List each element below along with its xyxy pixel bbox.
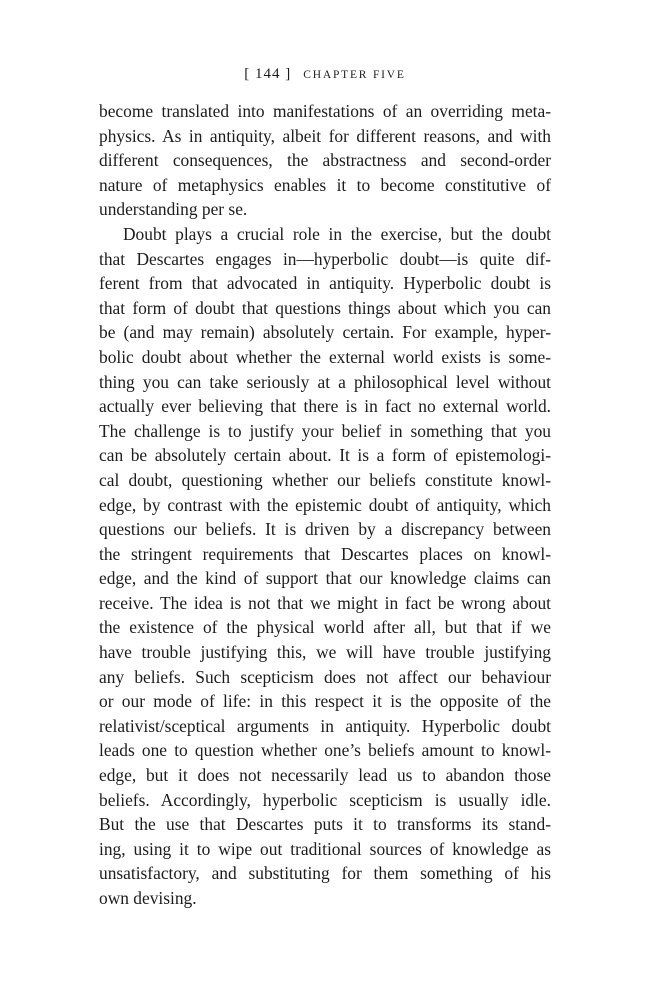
text-line: The challenge is to justify your belief in something that you <box>99 420 551 441</box>
text-line: beliefs. Accordingly, hyperbolic scepticism is usually idle. <box>99 789 551 810</box>
text-line: different consequences, the abstractness and second-order <box>99 150 551 171</box>
text-line: become translated into manifestations of an overriding meta- <box>99 101 551 121</box>
chapter-title: CHAPTER FIVE <box>303 69 406 81</box>
text-line: leads one to question whether one’s beliefs amount to knowl- <box>99 740 551 761</box>
text-line: or our mode of life: in this respect it is the opposite of the <box>99 691 551 712</box>
text-line: that form of doubt that questions things about which you can <box>99 297 551 318</box>
text-line: the stringent requirements that Descartes places on knowl- <box>99 543 551 564</box>
text-line: Doubt plays a crucial role in the exercise, but the doubt <box>123 223 551 244</box>
text-line: thing you can take seriously at a philosophical level without <box>99 371 551 392</box>
text-line: have trouble justifying this, we will have trouble justifying <box>99 642 551 663</box>
text-line: edge, by contrast with the epistemic doubt of antiquity, which <box>99 494 551 515</box>
paragraph <box>99 99 551 222</box>
text-line: ferent from that advocated in antiquity. Hyperbolic doubt is <box>99 273 551 294</box>
text-line: questions our beliefs. It is driven by a discrepancy between <box>99 519 551 540</box>
text-line: own devising. <box>99 888 197 908</box>
paragraph <box>99 222 551 911</box>
text-line: cal doubt, questioning whether our beliefs constitute knowl- <box>99 469 551 490</box>
text-line: relativist/sceptical arguments in antiquity. Hyperbolic doubt <box>99 715 551 736</box>
text-line: be (and may remain) absolutely certain. For example, hyper- <box>99 322 551 343</box>
text-line: nature of metaphysics enables it to become constitutive of <box>99 174 551 195</box>
text-line: that Descartes engages in—hyperbolic doubt—is quite dif- <box>99 248 551 269</box>
text-line: any beliefs. Such scepticism does not affect our behaviour <box>99 666 551 687</box>
text-line: can be absolutely certain about. It is a form of epistemologi- <box>99 445 551 466</box>
text-line: physics. As in antiquity, albeit for different reasons, and with <box>99 125 551 146</box>
text-line: edge, but it does not necessarily lead us to abandon those <box>99 765 551 786</box>
text-line: actually ever believing that there is in fact no external world. <box>99 396 551 417</box>
page-number: [ 144 ] <box>244 66 292 82</box>
text-line: bolic doubt about whether the external world exists is some- <box>99 346 551 367</box>
text-line: edge, and the kind of support that our knowledge claims can <box>99 568 551 589</box>
text-line: But the use that Descartes puts it to transforms its stand- <box>99 814 551 835</box>
text-line: receive. The idea is not that we might in fact be wrong about <box>99 592 551 613</box>
text-line: ing, using it to wipe out traditional sources of knowledge as <box>99 838 551 859</box>
text-line: understanding per se. <box>99 199 248 220</box>
text-line: unsatisfactory, and substituting for them something of his <box>99 863 551 884</box>
text-line: the existence of the physical world after all, but that if we <box>99 617 551 638</box>
running-head <box>0 66 650 83</box>
body-text <box>99 99 551 911</box>
